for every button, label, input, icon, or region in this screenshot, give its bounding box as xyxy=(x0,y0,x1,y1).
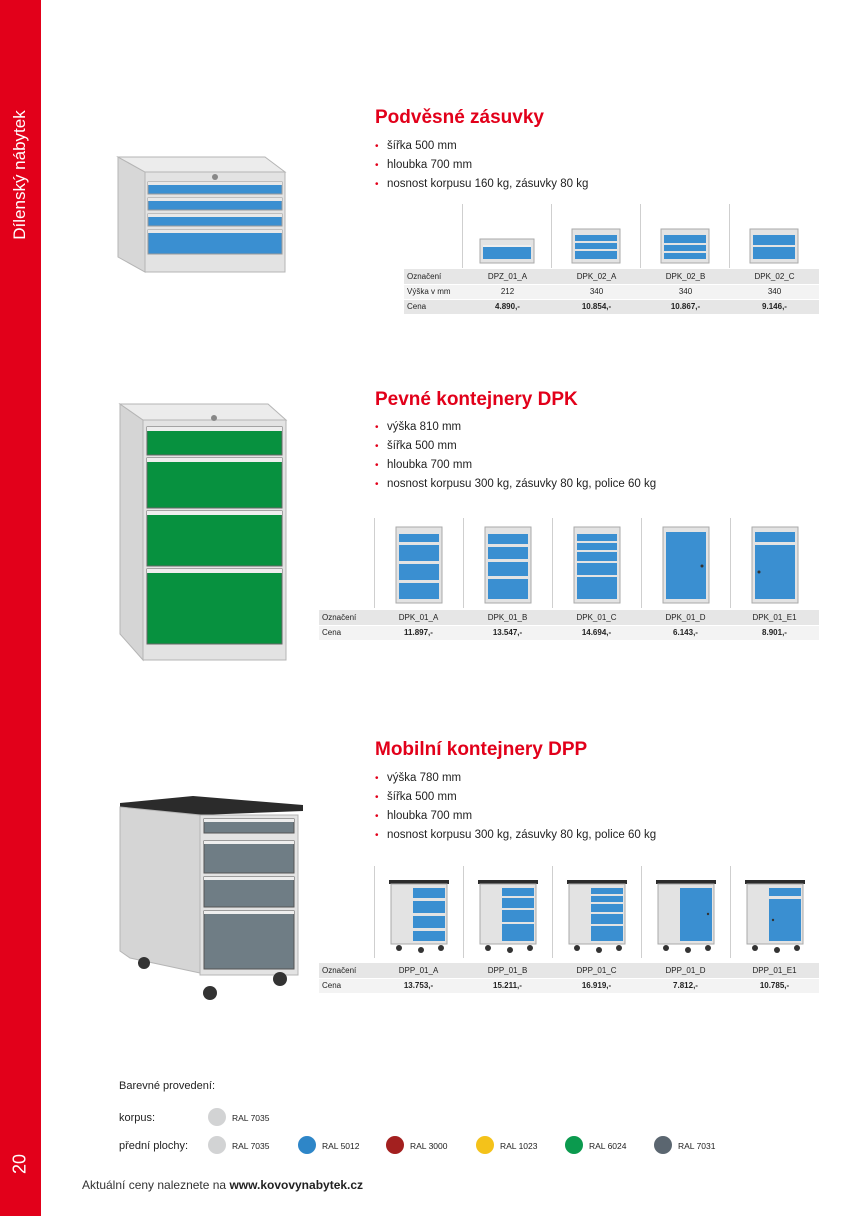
container-dpp-01-e1-icon xyxy=(743,876,807,954)
color-swatch xyxy=(208,1136,226,1154)
table-cell: 340 xyxy=(552,284,641,299)
spec-item: • šířka 500 mm xyxy=(375,437,656,456)
hanging-drawer-unit-image xyxy=(115,152,305,274)
section-title-fixed-containers: Pevné kontejnery DPK xyxy=(375,389,578,410)
table-row xyxy=(319,610,819,625)
table-cell: 10.854,- xyxy=(552,299,641,314)
color-swatch-label: RAL 3000 xyxy=(410,1141,448,1151)
container-dpk-01-e1-icon xyxy=(751,526,799,604)
product-thumbnail xyxy=(374,518,463,608)
container-dpk-01-c-icon xyxy=(573,526,621,604)
product-thumbnail xyxy=(730,866,819,958)
drawer-dpk-02-a-icon xyxy=(571,228,621,264)
table-row xyxy=(319,978,819,993)
table-cell: DPP_01_C xyxy=(552,963,641,978)
table-label: Cena xyxy=(319,978,374,993)
table-cell: 6.143,- xyxy=(641,625,730,640)
table-label: Cena xyxy=(404,299,463,314)
product-thumbnails xyxy=(374,518,819,608)
table-row xyxy=(404,269,819,284)
table-cell: 4.890,- xyxy=(463,299,552,314)
mobile-container-image xyxy=(118,793,308,1003)
color-swatch-label: RAL 7035 xyxy=(232,1113,270,1123)
color-swatch xyxy=(298,1136,316,1154)
fixed-container-image xyxy=(118,402,298,664)
container-dpp-01-b-icon xyxy=(476,876,540,954)
color-swatch xyxy=(386,1136,404,1154)
container-dpk-01-b-icon xyxy=(484,526,532,604)
drawer-dpz-01-a-icon xyxy=(479,238,535,264)
table-label: Označení xyxy=(319,963,374,978)
table-cell: 340 xyxy=(730,284,819,299)
drawer-dpk-02-c-icon xyxy=(749,228,799,264)
sidebar-title: Dílenský nábytek xyxy=(10,110,29,240)
spec-item: • hloubka 700 mm xyxy=(375,456,656,475)
product-thumbnail xyxy=(729,204,818,268)
color-swatch-label: RAL 7031 xyxy=(678,1141,716,1151)
table-cell: DPK_01_A xyxy=(374,610,463,625)
spec-item: • hloubka 700 mm xyxy=(375,156,588,175)
color-swatch xyxy=(476,1136,494,1154)
footer-note xyxy=(82,1178,363,1192)
product-thumbnail xyxy=(463,866,552,958)
fronts-label: přední plochy: xyxy=(119,1140,189,1152)
container-dpk-01-d-icon xyxy=(662,526,710,604)
container-dpp-01-d-icon xyxy=(654,876,718,954)
table-cell: DPK_02_C xyxy=(730,269,819,284)
spec-list xyxy=(375,418,656,494)
footer-text: Aktuální ceny naleznete na xyxy=(82,1178,230,1192)
table-cell: DPP_01_D xyxy=(641,963,730,978)
table-cell: 340 xyxy=(641,284,730,299)
table-row xyxy=(319,963,819,978)
table-cell: 13.547,- xyxy=(463,625,552,640)
spec-table-hanging-drawers xyxy=(404,269,819,315)
color-swatch-label: RAL 6024 xyxy=(589,1141,627,1151)
table-label: Označení xyxy=(404,269,463,284)
product-thumbnail xyxy=(551,204,640,268)
spec-item: • šířka 500 mm xyxy=(375,788,656,807)
spec-table-mobile-containers xyxy=(319,963,819,994)
spec-item: • výška 810 mm xyxy=(375,418,656,437)
color-swatch xyxy=(654,1136,672,1154)
spec-item: • hloubka 700 mm xyxy=(375,807,656,826)
table-cell: 11.897,- xyxy=(374,625,463,640)
color-swatch xyxy=(565,1136,583,1154)
website-link[interactable]: www.kovovynabytek.cz xyxy=(229,1178,364,1192)
table-row xyxy=(404,299,819,314)
table-cell: 16.919,- xyxy=(552,978,641,993)
container-dpk-01-a-icon xyxy=(395,526,443,604)
color-variants-heading: Barevné provedení: xyxy=(119,1080,216,1092)
product-thumbnails xyxy=(462,204,818,268)
table-cell: DPK_01_C xyxy=(552,610,641,625)
table-cell: 10.867,- xyxy=(641,299,730,314)
table-cell: 14.694,- xyxy=(552,625,641,640)
table-cell: DPK_01_B xyxy=(463,610,552,625)
table-label: Výška v mm xyxy=(404,284,463,299)
table-cell: DPK_02_B xyxy=(641,269,730,284)
product-thumbnail xyxy=(640,204,729,268)
color-swatch-label: RAL 1023 xyxy=(500,1141,538,1151)
color-swatch-label: RAL 7035 xyxy=(232,1141,270,1151)
table-cell: DPP_01_A xyxy=(374,963,463,978)
container-dpp-01-c-icon xyxy=(565,876,629,954)
table-label: Označení xyxy=(319,610,374,625)
sidebar-bar xyxy=(0,0,41,1216)
product-thumbnail xyxy=(552,866,641,958)
spec-item: • výška 780 mm xyxy=(375,769,656,788)
table-cell: DPP_01_E1 xyxy=(730,963,819,978)
spec-item: • nosnost korpusu 300 kg, zásuvky 80 kg, police 60 kg xyxy=(375,826,656,845)
section-title-mobile-containers: Mobilní kontejnery DPP xyxy=(375,739,588,760)
table-cell: 7.812,- xyxy=(641,978,730,993)
spec-item: • šířka 500 mm xyxy=(375,137,588,156)
table-cell: DPK_02_A xyxy=(552,269,641,284)
color-swatch xyxy=(208,1108,226,1126)
product-thumbnail xyxy=(374,866,463,958)
product-thumbnail xyxy=(462,204,551,268)
korpus-label: korpus: xyxy=(119,1112,156,1124)
table-cell: DPP_01_B xyxy=(463,963,552,978)
section-title-hanging-drawers: Podvěsné zásuvky xyxy=(375,107,544,128)
table-cell: 9.146,- xyxy=(730,299,819,314)
spec-list xyxy=(375,769,656,845)
table-row xyxy=(404,284,819,299)
product-thumbnail xyxy=(730,518,819,608)
product-thumbnails xyxy=(374,866,819,958)
product-thumbnail xyxy=(552,518,641,608)
spec-item: • nosnost korpusu 160 kg, zásuvky 80 kg xyxy=(375,175,588,194)
table-cell: 212 xyxy=(463,284,552,299)
spec-item: • nosnost korpusu 300 kg, zásuvky 80 kg, police 60 kg xyxy=(375,475,656,494)
table-cell: 10.785,- xyxy=(730,978,819,993)
drawer-dpk-02-b-icon xyxy=(660,228,710,264)
table-cell: 13.753,- xyxy=(374,978,463,993)
table-cell: DPK_01_D xyxy=(641,610,730,625)
color-swatch-label: RAL 5012 xyxy=(322,1141,360,1151)
product-thumbnail xyxy=(641,518,730,608)
table-cell: 8.901,- xyxy=(730,625,819,640)
spec-table-fixed-containers xyxy=(319,610,819,641)
table-cell: 15.211,- xyxy=(463,978,552,993)
table-cell: DPZ_01_A xyxy=(463,269,552,284)
table-row xyxy=(319,625,819,640)
product-thumbnail xyxy=(463,518,552,608)
table-label: Cena xyxy=(319,625,374,640)
table-cell: DPK_01_E1 xyxy=(730,610,819,625)
product-thumbnail xyxy=(641,866,730,958)
spec-list xyxy=(375,137,588,194)
container-dpp-01-a-icon xyxy=(387,876,451,954)
page-number: 20 xyxy=(9,1153,30,1175)
